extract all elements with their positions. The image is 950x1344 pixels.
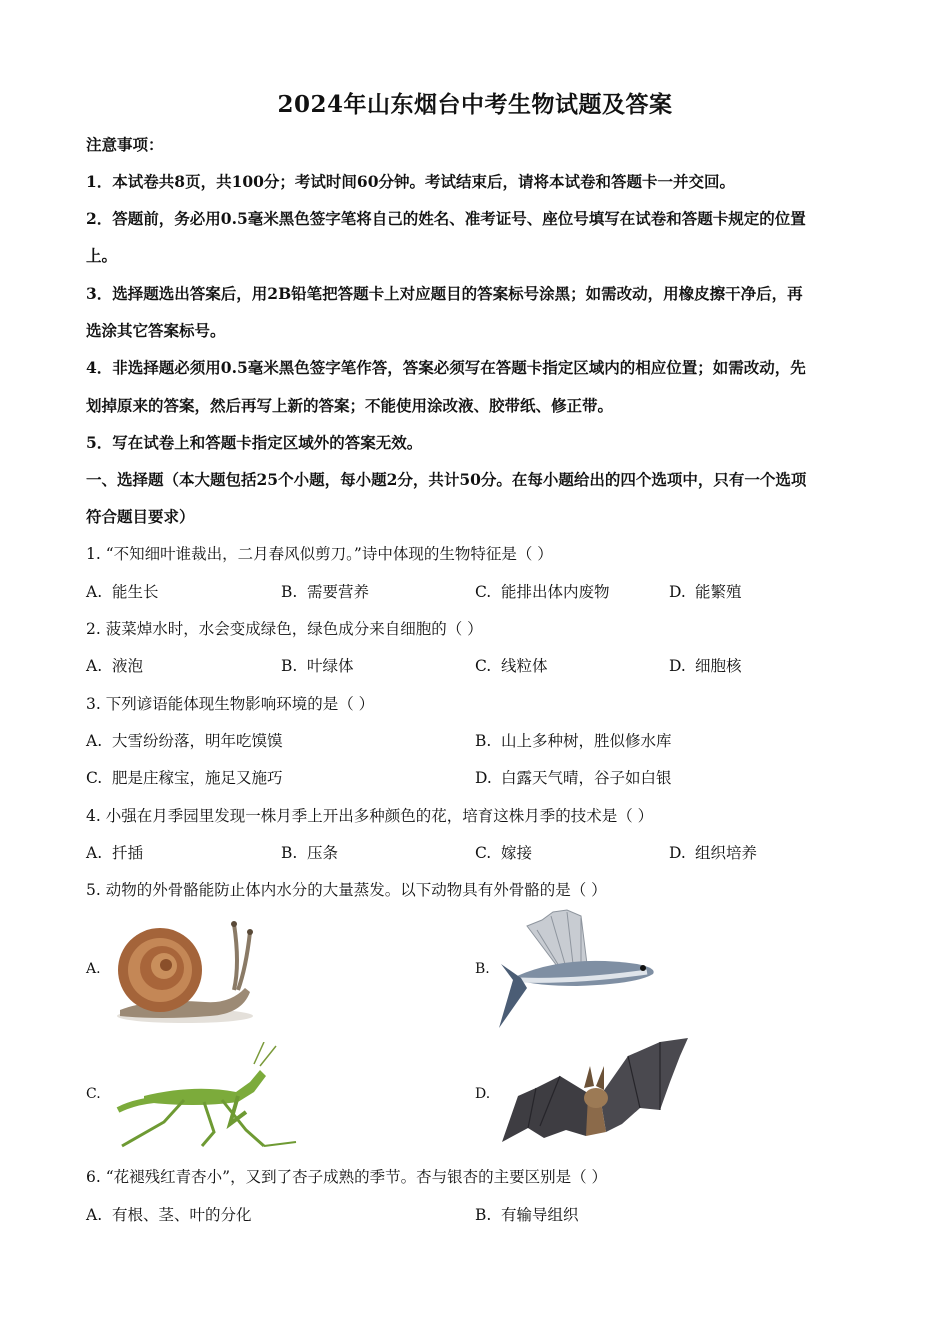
option-c (475, 841, 532, 863)
option-label: A. (86, 1206, 103, 1224)
option-label: B. (281, 583, 298, 601)
option-b (475, 729, 672, 751)
option-text: 能生长 (112, 583, 159, 601)
option-c (475, 580, 610, 602)
option-text: 需要营养 (307, 583, 370, 601)
option-label: A. (86, 657, 103, 675)
option-text: 山上多种树，胜似修水库 (501, 732, 672, 750)
option-d (669, 580, 742, 602)
notice-item: 4．非选择题必须用0.5毫米黑色签字笔作答，答案必须写在答题卡指定区域内的相应位置；如需改动，先 (86, 358, 806, 377)
option-label: C. (86, 769, 103, 787)
notice-item: 2．答题前，务必用0.5毫米黑色签字笔将自己的姓名、准考证号、座位号填写在试卷和答题卡规定的位置 (86, 209, 806, 228)
flying-fish-image (497, 906, 659, 1032)
question-stem: 2. 菠菜焯水时，水会变成绿色，绿色成分来自细胞的（ ） (86, 620, 483, 638)
option-b (281, 654, 354, 676)
option-text: 嫁接 (501, 844, 533, 862)
notice-item: 5．写在试卷上和答题卡指定区域外的答案无效。 (86, 433, 423, 452)
option-label: C. (475, 583, 492, 601)
option-text: 能排出体内废物 (501, 583, 610, 601)
option-label: B. (475, 732, 492, 750)
option-label: C. (475, 657, 492, 675)
question-stem: 4. 小强在月季园里发现一株月季上开出多种颜色的花，培育这株月季的技术是（ ） (86, 807, 654, 825)
option-c (86, 766, 283, 788)
option-a (86, 841, 143, 863)
figure-label-c: C. (86, 1086, 101, 1102)
option-label: B. (281, 844, 298, 862)
option-a (86, 1203, 252, 1225)
figure-label-b: B. (475, 961, 490, 977)
option-text: 液泡 (112, 657, 144, 675)
question-stem: 3. 下列谚语能体现生物影响环境的是（ ） (86, 695, 375, 713)
option-text: 线粒体 (501, 657, 548, 675)
notice-item: 1．本试卷共8页，共100分；考试时间60分钟。考试结束后，请将本试卷和答题卡一并交回。 (86, 172, 735, 191)
notice-item: 选涂其它答案标号。 (86, 321, 226, 340)
snail-image (110, 918, 260, 1026)
section-heading: 一、选择题（本大题包括25个小题，每小题2分，共计50分。在每小题给出的四个选项中，只有一个选项 (86, 470, 807, 489)
option-text: 有根、茎、叶的分化 (112, 1206, 252, 1224)
option-text: 叶绿体 (307, 657, 354, 675)
option-label: C. (475, 844, 492, 862)
option-a (86, 580, 159, 602)
option-b (281, 580, 369, 602)
option-b (475, 1203, 579, 1225)
option-d (475, 766, 672, 788)
question-stem: 5. 动物的外骨骼能防止体内水分的大量蒸发。以下动物具有外骨骼的是（ ） (86, 881, 607, 899)
option-b (281, 841, 338, 863)
notice-item: 划掉原来的答案，然后再写上新的答案；不能使用涂改液、胶带纸、修正带。 (86, 396, 614, 415)
option-text: 肥是庄稼宝，施足又施巧 (112, 769, 283, 787)
question-stem: 1. “不知细叶谁裁出，二月春风似剪刀。”诗中体现的生物特征是（ ） (86, 545, 553, 563)
option-label: A. (86, 583, 103, 601)
option-text: 细胞核 (695, 657, 742, 675)
option-text: 扦插 (112, 844, 144, 862)
bat-image (500, 1036, 690, 1154)
option-c (475, 654, 548, 676)
option-label: D. (669, 844, 686, 862)
option-label: D. (669, 583, 686, 601)
option-label: B. (475, 1206, 492, 1224)
figure-label-a: A. (86, 961, 101, 977)
option-label: A. (86, 844, 103, 862)
page-title: 2024年山东烟台中考生物试题及答案 (277, 91, 673, 118)
section-heading-cont: 符合题目要求） (86, 507, 195, 526)
option-d (669, 841, 757, 863)
option-text: 有输导组织 (501, 1206, 579, 1224)
notice-heading: 注意事项： (86, 135, 164, 154)
option-text: 白露天气晴，谷子如白银 (501, 769, 672, 787)
option-text: 组织培养 (695, 844, 758, 862)
option-text: 压条 (307, 844, 339, 862)
option-a (86, 729, 283, 751)
option-a (86, 654, 143, 676)
option-label: B. (281, 657, 298, 675)
notice-item: 3．选择题选出答案后，用2B铅笔把答题卡上对应题目的答案标号涂黑；如需改动，用橡皮擦干净后，再 (86, 284, 803, 303)
option-d (669, 654, 742, 676)
option-text: 能繁殖 (695, 583, 742, 601)
option-label: A. (86, 732, 103, 750)
option-text: 大雪纷纷落，明年吃馍馍 (112, 732, 283, 750)
mantis-image (114, 1042, 298, 1150)
figure-label-d: D. (475, 1086, 491, 1102)
notice-item: 上。 (86, 246, 118, 265)
option-label: D. (475, 769, 492, 787)
question-stem: 6. “花褪残红青杏小”，又到了杏子成熟的季节。杏与银杏的主要区别是（ ） (86, 1168, 607, 1186)
option-label: D. (669, 657, 686, 675)
